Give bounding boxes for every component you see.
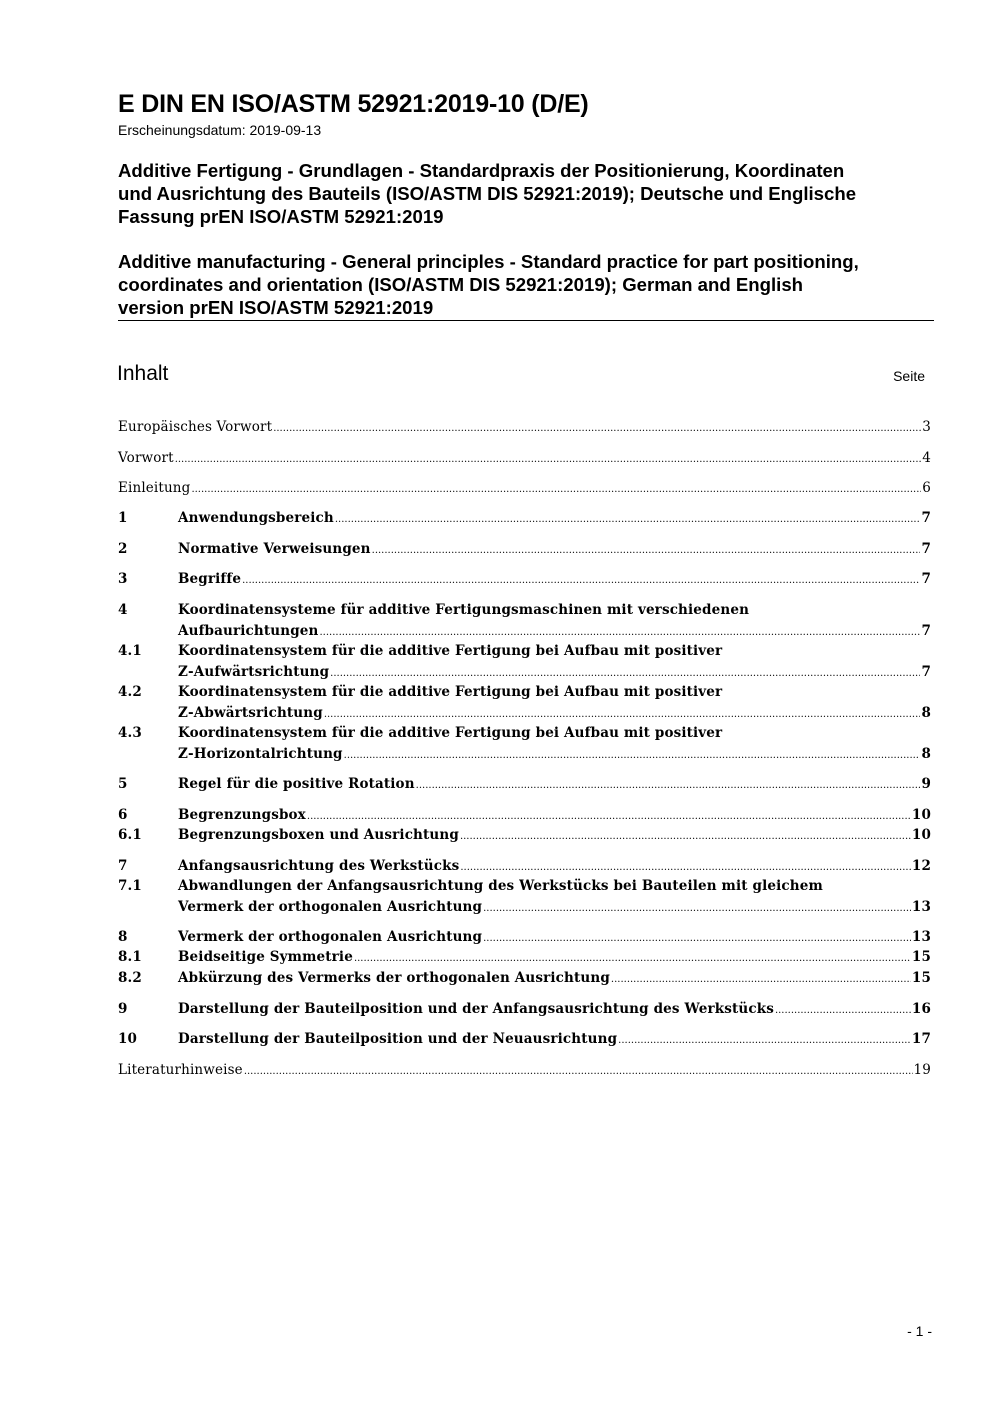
title-divider: [118, 320, 934, 321]
toc-entry-page: 10: [911, 827, 931, 843]
toc-entry-5[interactable]: [118, 774, 931, 797]
toc-leader-dots: [320, 623, 921, 644]
toc-entry-text: Beidseitige Symmetrie: [178, 949, 353, 965]
toc-entry-text: Z-Horizontalrichtung: [178, 745, 343, 762]
toc-leader-dots: [191, 480, 921, 501]
publication-date: Erscheinungsdatum: 2019-09-13: [118, 122, 322, 138]
toc-entry-1[interactable]: [118, 508, 931, 531]
toc-entry-number: 4.1: [118, 643, 142, 659]
toc-entry-page: 7: [921, 541, 931, 557]
toc-entry-number: 2: [118, 541, 128, 557]
toc-entry-page: 16: [911, 1001, 931, 1017]
toc-entry-text: Einleitung: [118, 480, 191, 496]
page-number: - 1 -: [907, 1323, 932, 1339]
toc-entry-2[interactable]: [118, 539, 931, 562]
toc-entry-page: 17: [911, 1031, 931, 1047]
english-title-line: version prEN ISO/ASTM 52921:2019: [118, 297, 434, 318]
toc-entry-3[interactable]: [118, 569, 931, 592]
english-title-line: coordinates and orientation (ISO/ASTM DIS 52921:2019); German and English: [118, 274, 804, 295]
toc-entry-10[interactable]: [118, 1029, 931, 1052]
toc-entry-page: 10: [911, 807, 931, 823]
toc-leader-dots: [416, 776, 921, 797]
german-title-line: Fassung prEN ISO/ASTM 52921:2019: [118, 206, 444, 227]
toc-entry-page: 3: [922, 419, 931, 435]
toc-entry-number: 7: [118, 858, 128, 874]
toc-entry-text: Begrenzungsboxen und Ausrichtung: [178, 827, 459, 843]
toc-entry-number: 8.1: [118, 949, 142, 965]
toc-leader-dots: [330, 664, 920, 685]
toc-entry-page: 8: [921, 745, 931, 762]
toc-entry-text: Vorwort: [118, 450, 174, 466]
toc-leader-dots: [242, 571, 920, 592]
toc-entry-4-2[interactable]: [118, 682, 931, 725]
toc-entry-number: 9: [118, 1001, 128, 1017]
toc-leader-dots: [618, 1031, 911, 1052]
toc-entry-text: Aufbaurichtungen: [178, 622, 319, 639]
toc-entry-number: 7.1: [118, 878, 142, 894]
toc-entry-4-3[interactable]: [118, 723, 931, 766]
toc-leader-dots: [483, 899, 911, 920]
toc-entry-bibliography[interactable]: [118, 1060, 931, 1083]
toc-entry-8-2[interactable]: [118, 968, 931, 991]
toc-entry-introduction[interactable]: [118, 478, 931, 501]
toc-entry-page: 19: [913, 1062, 931, 1078]
toc-leader-dots: [175, 450, 922, 471]
toc-leader-dots: [335, 510, 921, 531]
toc-entry-page: 15: [911, 949, 931, 965]
toc-entry-number: 4.2: [118, 684, 142, 700]
toc-entry-page: 7: [921, 663, 931, 680]
toc-entry-page: 13: [911, 929, 931, 945]
toc-entry-8-1[interactable]: [118, 947, 931, 970]
toc-entry-text: Koordinatensysteme für additive Fertigungsmaschinen mit verschiedenen: [178, 602, 750, 618]
toc-leader-dots: [344, 746, 921, 767]
toc-entry-text: Regel für die positive Rotation: [178, 776, 415, 792]
toc-entry-european-foreword[interactable]: [118, 417, 931, 440]
toc-entry-text: Vermerk der orthogonalen Ausrichtung: [178, 929, 483, 945]
toc-entry-number: 8: [118, 929, 128, 945]
toc-entry-4-1[interactable]: [118, 641, 931, 684]
toc-entry-text: Koordinatensystem für die additive Fertigung bei Aufbau mit positiver: [178, 684, 723, 700]
toc-entry-page: 8: [921, 704, 931, 721]
toc-entry-page: 12: [911, 858, 931, 874]
toc-entry-text: Koordinatensystem für die additive Fertigung bei Aufbau mit positiver: [178, 643, 723, 659]
toc-entry-text: Abkürzung des Vermerks der orthogonalen Ausrichtung: [178, 970, 610, 986]
english-title-line: Additive manufacturing - General principles - Standard practice for part positioning,: [118, 251, 859, 272]
toc-entry-text: Europäisches Vorwort: [118, 419, 273, 435]
german-title-line: und Ausrichtung des Bauteils (ISO/ASTM DIS 52921:2019); Deutsche und Englische: [118, 183, 857, 204]
toc-entry-4[interactable]: [118, 600, 931, 643]
toc-leader-dots: [273, 419, 921, 440]
toc-entry-number: 1: [118, 510, 128, 526]
toc-leader-dots: [244, 1062, 913, 1083]
toc-entry-number: 8.2: [118, 970, 142, 986]
toc-entry-text: Darstellung der Bauteilposition und der Neuausrichtung: [178, 1031, 618, 1047]
toc-entry-page: 13: [911, 898, 931, 915]
toc-entry-page: 4: [922, 450, 931, 466]
toc-entry-7-1[interactable]: [118, 876, 931, 919]
toc-entry-number: 6: [118, 807, 128, 823]
toc-entry-text: Z-Aufwärtsrichtung: [178, 663, 330, 680]
toc-entry-page: 6: [922, 480, 931, 496]
toc-entry-number: 6.1: [118, 827, 142, 843]
toc-heading: Inhalt: [117, 362, 169, 385]
toc-entry-page: 7: [921, 571, 931, 587]
toc-leader-dots: [611, 970, 911, 991]
toc-entry-number: 4.3: [118, 725, 142, 741]
toc-entry-text: Anwendungsbereich: [178, 510, 334, 526]
toc-entry-text: Abwandlungen der Anfangsausrichtung des Werkstücks bei Bauteilen mit gleichem: [178, 878, 823, 894]
toc-entry-text: Koordinatensystem für die additive Fertigung bei Aufbau mit positiver: [178, 725, 723, 741]
toc-entry-text: Normative Verweisungen: [178, 541, 371, 557]
toc-entry-number: 4: [118, 602, 128, 618]
english-title: [118, 250, 938, 319]
document-id-title: E DIN EN ISO/ASTM 52921:2019-10 (D/E): [118, 90, 589, 118]
toc-entry-text: Z-Abwärtsrichtung: [178, 704, 323, 721]
toc-leader-dots: [775, 1001, 911, 1022]
toc-entry-text: Begrenzungsbox: [178, 807, 306, 823]
toc-leader-dots: [460, 827, 911, 848]
toc-entry-number: 5: [118, 776, 128, 792]
toc-entry-page: 15: [911, 970, 931, 986]
toc-leader-dots: [324, 705, 921, 726]
toc-entry-text: Vermerk der orthogonalen Ausrichtung: [178, 898, 483, 915]
toc-entry-text: Literaturhinweise: [118, 1062, 243, 1078]
toc-leader-dots: [354, 949, 911, 970]
german-title: [118, 159, 938, 228]
toc-page-column-label: Seite: [893, 368, 925, 384]
toc-entry-page: 7: [921, 510, 931, 526]
toc-leader-dots: [372, 541, 921, 562]
toc-entry-text: Darstellung der Bauteilposition und der Anfangsausrichtung des Werkstücks: [178, 1001, 774, 1017]
toc-entry-text: Begriffe: [178, 571, 242, 587]
toc-entry-page: 9: [921, 776, 931, 792]
toc-entry-foreword[interactable]: [118, 448, 931, 471]
german-title-line: Additive Fertigung - Grundlagen - Standardpraxis der Positionierung, Koordinaten: [118, 160, 845, 181]
toc-entry-9[interactable]: [118, 999, 931, 1022]
toc-entry-number: 10: [118, 1031, 138, 1047]
toc-entry-6-1[interactable]: [118, 825, 931, 848]
toc-entry-page: 7: [921, 622, 931, 639]
toc-entry-text: Anfangsausrichtung des Werkstücks: [178, 858, 460, 874]
toc-entry-number: 3: [118, 571, 128, 587]
